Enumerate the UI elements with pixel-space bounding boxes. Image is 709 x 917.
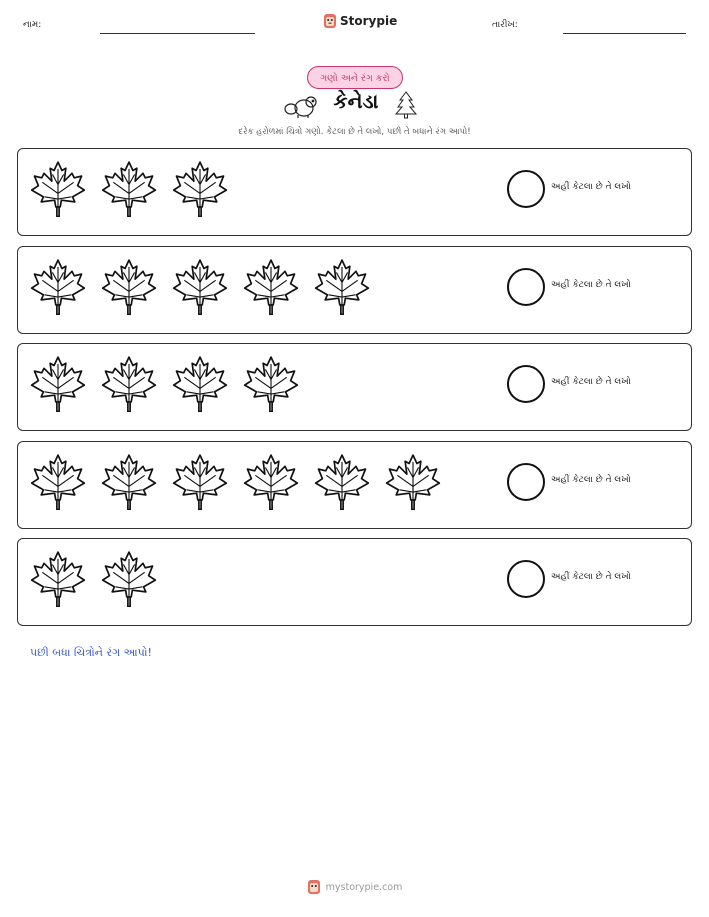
activity-badge: ગણો અને રંગ કરો xyxy=(307,66,403,89)
answer-label: અહીં કેટલા છે તે લખો xyxy=(551,572,631,582)
pine-tree-icon xyxy=(394,91,418,119)
counting-row xyxy=(17,538,692,626)
leaf-group xyxy=(30,354,299,414)
counting-row xyxy=(17,148,692,236)
instructions: દરેક હરોળમાં ચિત્રો ગણો. કેટલા છે તે લખો, પછી તે બધાને રંગ આપો! xyxy=(238,127,471,137)
answer-label: અહીં કેટલા છે તે લખો xyxy=(551,475,631,485)
maple-leaf-icon[interactable] xyxy=(30,257,86,317)
leaf-group xyxy=(30,159,228,219)
answer-circle[interactable] xyxy=(507,463,545,501)
answer-circle[interactable] xyxy=(507,365,545,403)
maple-leaf-icon[interactable] xyxy=(30,549,86,609)
maple-leaf-icon[interactable] xyxy=(314,452,370,512)
maple-leaf-icon[interactable] xyxy=(385,452,441,512)
answer-label: અહીં કેટલા છે તે લખો xyxy=(551,377,631,387)
maple-leaf-icon[interactable] xyxy=(172,354,228,414)
maple-leaf-icon[interactable] xyxy=(101,354,157,414)
counting-row xyxy=(17,441,692,529)
maple-leaf-icon[interactable] xyxy=(243,452,299,512)
beaver-icon xyxy=(284,93,318,119)
date-line[interactable] xyxy=(563,33,686,34)
storypie-logo xyxy=(323,13,397,29)
footer-mascot-icon xyxy=(307,879,321,895)
page-title: કેનેડા xyxy=(333,89,379,113)
leaf-group xyxy=(30,549,157,609)
answer-circle[interactable] xyxy=(507,170,545,208)
answer-circle[interactable] xyxy=(507,560,545,598)
counting-row xyxy=(17,343,692,431)
maple-leaf-icon[interactable] xyxy=(101,549,157,609)
maple-leaf-icon[interactable] xyxy=(243,354,299,414)
maple-leaf-icon[interactable] xyxy=(314,257,370,317)
maple-leaf-icon[interactable] xyxy=(172,159,228,219)
title-row xyxy=(0,89,709,121)
maple-leaf-icon[interactable] xyxy=(30,354,86,414)
answer-label: અહીં કેટલા છે તે લખો xyxy=(551,280,631,290)
name-line[interactable] xyxy=(100,33,255,34)
leaf-group xyxy=(30,452,441,512)
worksheet-header xyxy=(0,0,709,50)
answer-label: અહીં કેટલા છે તે લખો xyxy=(551,182,631,192)
leaf-group xyxy=(30,257,370,317)
answer-circle[interactable] xyxy=(507,268,545,306)
footer-url: mystorypie.com xyxy=(325,881,403,893)
maple-leaf-icon[interactable] xyxy=(243,257,299,317)
mascot-icon xyxy=(323,13,337,29)
counting-row xyxy=(17,246,692,334)
maple-leaf-icon[interactable] xyxy=(101,257,157,317)
maple-leaf-icon[interactable] xyxy=(101,159,157,219)
date-label: તારીખ: xyxy=(492,20,518,30)
maple-leaf-icon[interactable] xyxy=(30,159,86,219)
maple-leaf-icon[interactable] xyxy=(172,257,228,317)
name-label: નામ: xyxy=(23,20,42,30)
closing-instruction: પછી બધા ચિત્રોને રંગ આપો! xyxy=(30,646,152,659)
maple-leaf-icon[interactable] xyxy=(101,452,157,512)
maple-leaf-icon[interactable] xyxy=(30,452,86,512)
footer xyxy=(0,879,709,895)
brand-name: Storypie xyxy=(340,14,398,28)
maple-leaf-icon[interactable] xyxy=(172,452,228,512)
